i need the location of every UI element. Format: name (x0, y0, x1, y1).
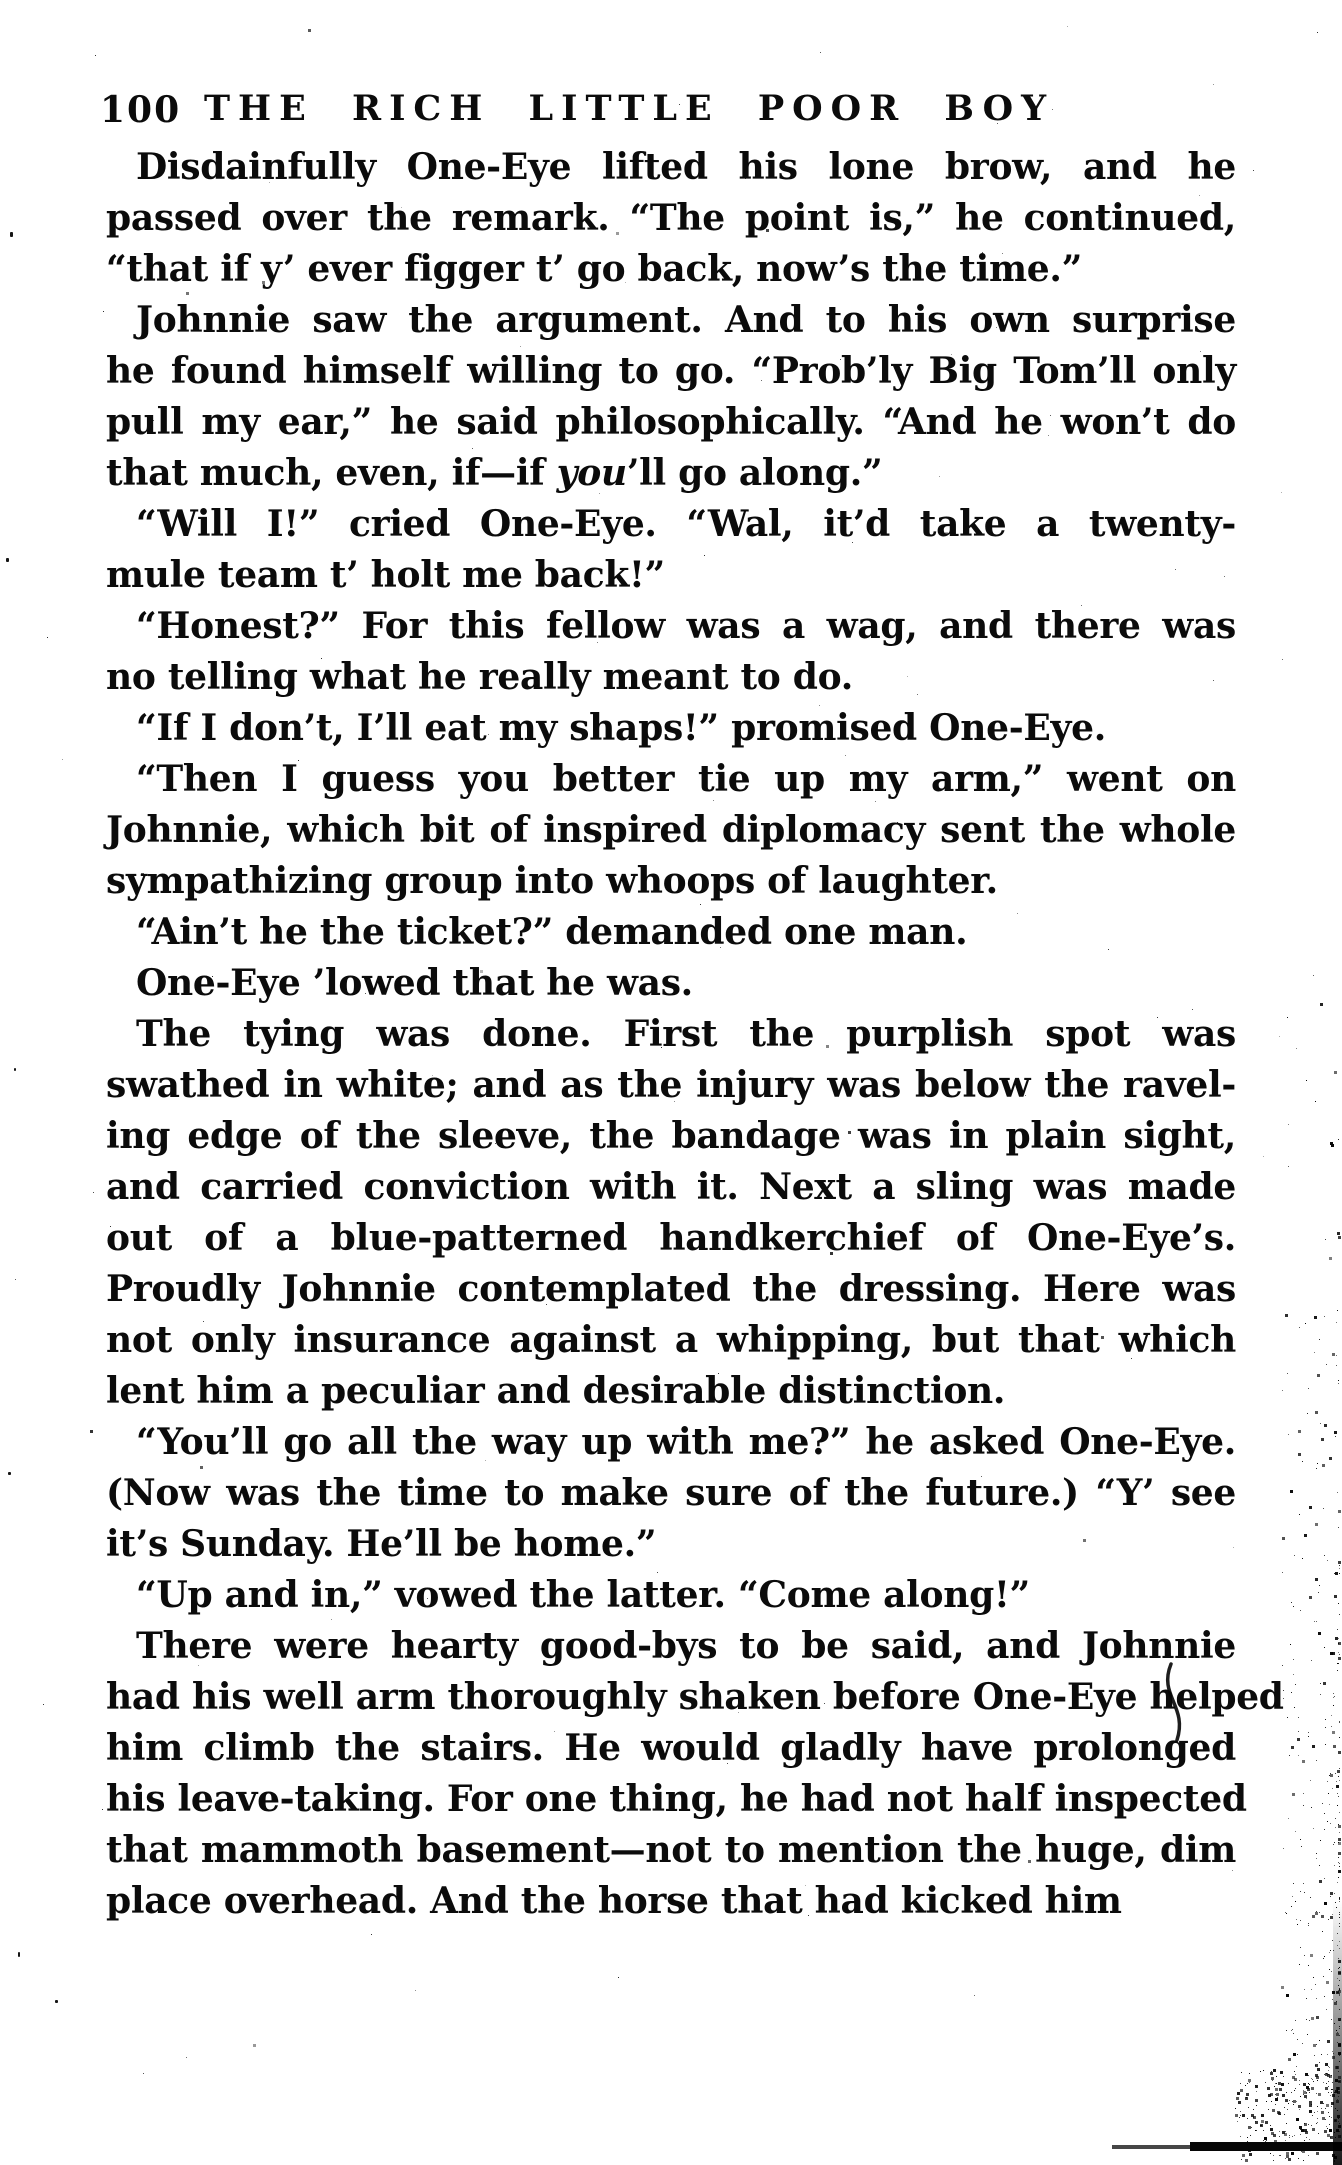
page-number: 100 (100, 89, 182, 131)
scan-streak-artifact (1112, 2145, 1194, 2149)
text-line: Johnnie saw the argument. And to his own surprise (136, 299, 1236, 341)
text-line: “Then I guess you better tie up my arm,” went on (136, 758, 1236, 800)
text-line: Proudly Johnnie contemplated the dressing. Here was (106, 1268, 1236, 1310)
text-line: Disdainfully One-Eye lifted his lone brow, and he (136, 146, 1236, 188)
text-line: “that if y’ ever figger t’ go back, now’s the time.” (106, 248, 1082, 290)
text-line: swathed in white; and as the injury was below the ravel- (106, 1064, 1236, 1106)
scan-edge-mark (6, 558, 9, 562)
paragraph (106, 295, 1236, 499)
text-line: “If I don’t, I’ll eat my shaps!” promised One-Eye. (136, 707, 1106, 749)
text-line: had his well arm thoroughly shaken before One-Eye helped (106, 1676, 1284, 1718)
italic-text: you (556, 452, 627, 494)
scan-noise-layer (0, 0, 1, 1)
paragraph (106, 1009, 1236, 1417)
text-line: ing edge of the sleeve, the bandage was in plain sight, (106, 1115, 1236, 1157)
text-line: place overhead. And the horse that had kicked him (106, 1880, 1122, 1922)
text-line: There were hearty good-bys to be said, and Johnnie (136, 1625, 1236, 1667)
paragraph (106, 142, 1236, 295)
text-line: not only insurance against a whipping, but that which (106, 1319, 1236, 1361)
scan-streak-artifact (1190, 2142, 1342, 2151)
scan-edge-mark (10, 232, 13, 237)
text-line: he found himself willing to go. “Prob’ly Big Tom’ll only (106, 350, 1236, 392)
paragraph (106, 907, 1236, 958)
scan-edge-mark (55, 2000, 58, 2003)
paragraph (106, 499, 1236, 601)
paragraph (106, 754, 1236, 907)
text-line: mule team t’ holt me back!” (106, 554, 665, 596)
text-line: lent him a peculiar and desirable distinction. (106, 1370, 1006, 1412)
text-line: “Up and in,” vowed the latter. “Come along!” (136, 1574, 1030, 1616)
text-line: no telling what he really meant to do. (106, 656, 853, 698)
paragraph (106, 1570, 1236, 1621)
paragraph (106, 958, 1236, 1009)
text-line: One-Eye ’lowed that he was. (136, 962, 693, 1004)
text-line: pull my ear,” he said philosophically. “And he won’t do (106, 401, 1236, 443)
text-line: Johnnie, which bit of inspired diplomacy sent the whole (106, 809, 1236, 851)
text-line: “You’ll go all the way up with me?” he asked One-Eye. (136, 1421, 1236, 1463)
text-line: “Ain’t he the ticket?” demanded one man. (136, 911, 968, 953)
text-line: out of a blue-patterned handkerchief of One-Eye’s. (106, 1217, 1236, 1259)
text-line: that mammoth basement—not to mention the huge, dim (106, 1829, 1236, 1871)
text-line: The tying was done. First the purplish spot was (136, 1013, 1236, 1055)
text-line: passed over the remark. “The point is,” he continued, (106, 197, 1236, 239)
text-line: him climb the stairs. He would gladly have prolonged (106, 1727, 1236, 1769)
scan-edge-mark (18, 1952, 20, 1957)
page-body (106, 142, 1284, 1927)
text-line: that much, even, if—if you’ll go along.” (106, 452, 883, 494)
scan-edge-mark (14, 1068, 16, 1071)
paragraph (106, 601, 1236, 703)
running-title: THE RICH LITTLE POOR BOY (204, 88, 1055, 129)
scan-edge-mark (8, 1472, 11, 1475)
text-line: sympathizing group into whoops of laughter. (106, 860, 998, 902)
text-line: “Honest?” For this fellow was a wag, and there was (136, 605, 1236, 647)
text-line: (Now was the time to make sure of the future.) “Y’ see (106, 1472, 1236, 1514)
text-line: “Will I!” cried One-Eye. “Wal, it’d take a twenty- (136, 503, 1236, 545)
paragraph (106, 703, 1236, 754)
scan-edge-noise (1333, 1900, 1342, 2165)
paragraph (106, 1621, 1284, 1927)
text-line: his leave-taking. For one thing, he had not half inspected (106, 1778, 1247, 1820)
text-line: and carried conviction with it. Next a sling was made (106, 1166, 1236, 1208)
text-line: it’s Sunday. He’ll be home.” (106, 1523, 657, 1565)
paragraph (106, 1417, 1236, 1570)
